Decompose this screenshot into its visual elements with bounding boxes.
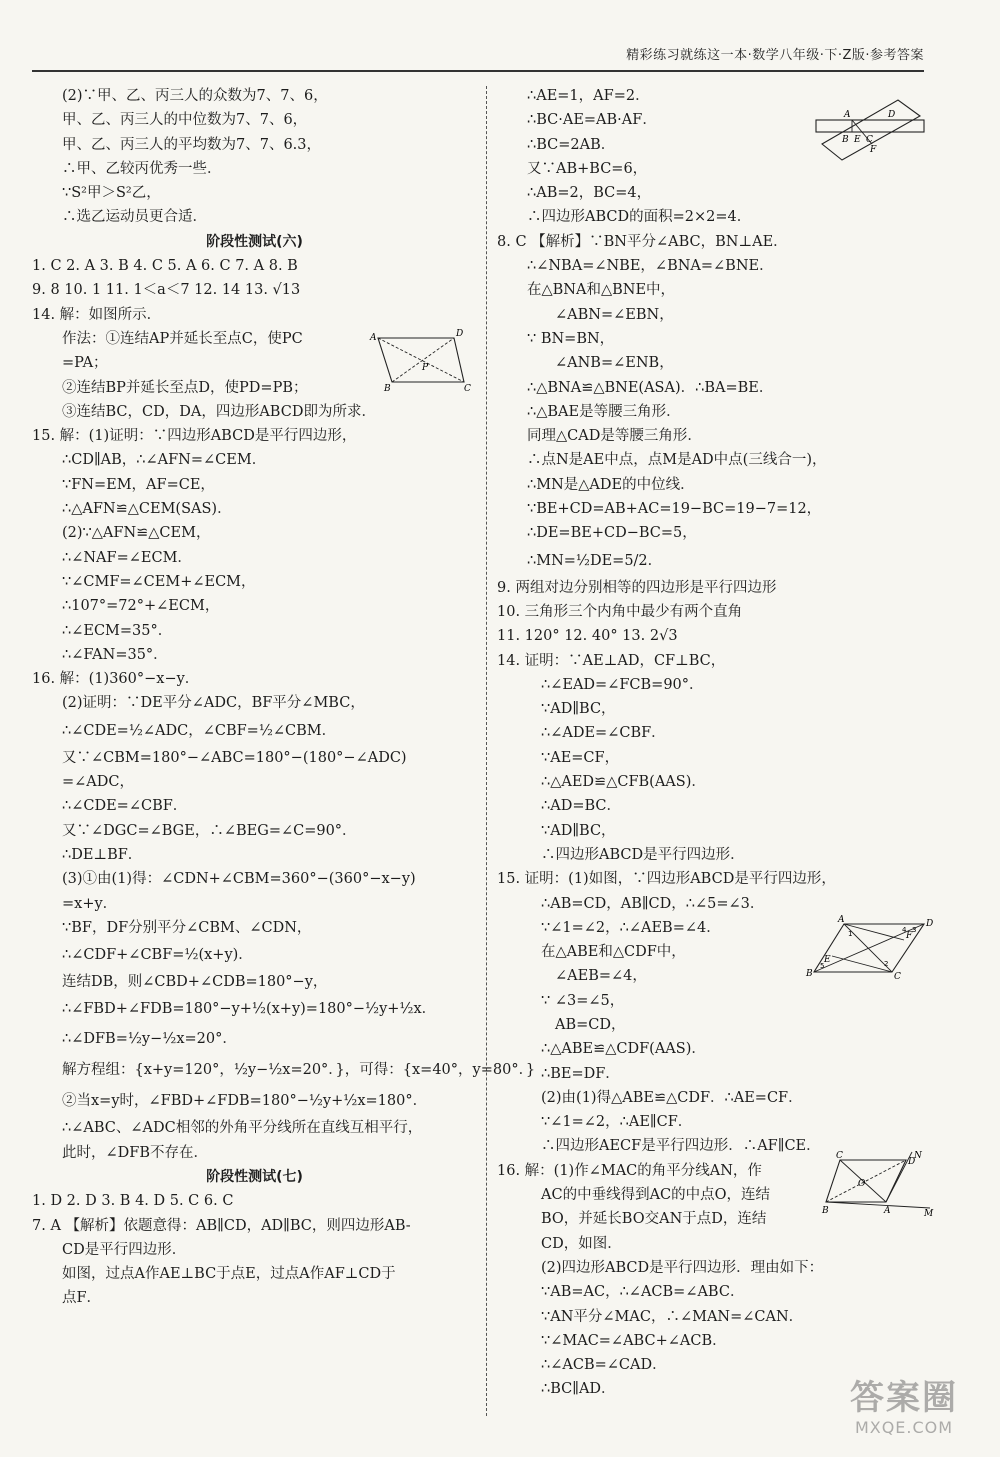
- text-line: ∴∠DFB=½y−½x=20°．: [62, 1031, 237, 1048]
- text-line: ∵AE=CF，: [541, 749, 620, 766]
- text-line: ∵∠CMF=∠CEM+∠ECM，: [62, 573, 256, 590]
- label-n: N: [914, 1151, 922, 1161]
- text-line: ∴∠EAD=∠FCB=90°．: [541, 676, 704, 693]
- text-line: ∵ BN=BN，: [527, 330, 615, 347]
- text-line: (3)①由(1)得：∠CDN+∠CBM=360°−(360°−x−y): [62, 871, 416, 888]
- left-column: [32, 84, 536, 1311]
- section-title: 阶段性测试(七): [206, 1168, 303, 1185]
- text-line: ∴107°=72°+∠ECM，: [62, 598, 220, 615]
- label-e: E: [824, 955, 831, 965]
- text-line: 16. 解：(1)作∠MAC的角平分线AN，作: [497, 1162, 762, 1179]
- figure-15-parallelogram: [806, 914, 934, 980]
- text-line: ∴四边形ABCD是平行四边形．: [541, 846, 745, 863]
- label-c: C: [464, 384, 471, 394]
- text-line: ∴DE⊥BF．: [62, 846, 143, 863]
- text-line: ∴∠FAN=35°．: [62, 646, 168, 663]
- text-line: ∴∠ECM=35°．: [62, 622, 173, 639]
- text-line: AB=CD，: [555, 1016, 626, 1033]
- label-c: C: [866, 135, 873, 145]
- text-line: BO，并延长BO交AN于点D，连结: [541, 1211, 767, 1228]
- text-line: ∴点N是AE中点，点M是AD中点(三线合一)，: [527, 452, 827, 469]
- answer-line: 10. 三角形三个内角中最少有两个直角: [497, 603, 743, 620]
- header-rule: [32, 70, 924, 72]
- text-line: ∵FN=EM，AF=CE，: [62, 476, 215, 493]
- label-c: C: [836, 1151, 843, 1161]
- label-m: M: [924, 1209, 934, 1219]
- text-line: ∵S²甲＞S²乙，: [62, 185, 161, 202]
- text-line: ∵∠MAC=∠ABC+∠ACB．: [541, 1332, 727, 1349]
- text-line: ∠ANB=∠ENB，: [555, 355, 674, 372]
- text-line: 同理△CAD是等腰三角形．: [527, 428, 702, 445]
- figure-14-parallelogram: [370, 330, 470, 392]
- text-line: ∴∠ADE=∠CBF．: [541, 725, 666, 742]
- text-line: ∴△ABE≌△CDF(AAS)．: [541, 1041, 706, 1058]
- label-a: A: [370, 333, 377, 343]
- page-header: 精彩练习就练这一本·数学八年级·下·Z版·参考答案: [626, 48, 924, 63]
- text-line: 甲、乙、丙三人的平均数为7、7、6.3，: [62, 136, 322, 153]
- text-line: ∴∠ABC、∠ADC相邻的外角平分线所在直线互相平行，: [62, 1120, 423, 1137]
- answer-line: 1. D 2. D 3. B 4. D 5. C 6. C: [32, 1193, 234, 1210]
- text-line: 14. 解：如图所示．: [32, 306, 162, 323]
- text-line: CD是平行四边形．: [62, 1241, 187, 1258]
- figure-7-overlapping-strips: [812, 98, 928, 164]
- text-line: 15. 证明：(1)如图，∵四边形ABCD是平行四边形，: [497, 871, 836, 888]
- text-line: (2)由(1)得△ABE≌△CDF．∴AE=CF．: [541, 1089, 803, 1106]
- text-line: ∴BC=2AB．: [527, 136, 616, 153]
- text-line: =∠ADC，: [62, 774, 134, 791]
- text-line: ∴AE=1，AF=2．: [527, 88, 650, 104]
- label-e: E: [854, 135, 861, 145]
- answer-line: 11. 120° 12. 40° 13. 2√3: [497, 628, 678, 645]
- text-line: ∴△BNA≌△BNE(ASA)．∴BA=BE．: [527, 379, 774, 396]
- text-line: ∴甲、乙较丙优秀一些．: [62, 160, 222, 177]
- text-line: ∵AN平分∠MAC，∴∠MAN=∠CAN．: [541, 1308, 804, 1325]
- label-b: B: [806, 969, 813, 979]
- text-line: ∠ABN=∠EBN，: [555, 306, 674, 323]
- text-line: ∴△AFN≌△CEM(SAS)．: [62, 501, 232, 518]
- watermark-url: MXQE.COM: [854, 1418, 954, 1437]
- label-f: F: [906, 931, 913, 941]
- text-line: AC的中垂线得到AC的中点O，连结: [541, 1187, 771, 1204]
- text-line: ∴选乙运动员更合适．: [62, 209, 207, 226]
- text-line: 15. 解：(1)证明：∵四边形ABCD是平行四边形，: [32, 428, 357, 445]
- label-p: P: [422, 363, 429, 373]
- label-b: B: [842, 135, 849, 145]
- text-line: 14. 证明：∵AE⊥AD，CF⊥BC，: [497, 652, 726, 669]
- section-title: 阶段性测试(六): [206, 233, 303, 250]
- answer-line: 9. 两组对边分别相等的四边形是平行四边形: [497, 579, 777, 596]
- label-b: B: [384, 384, 391, 394]
- text-line: ∴DE=BE+CD−BC=5，: [527, 525, 697, 542]
- text-line: ∵AD∥BC，: [541, 701, 616, 718]
- text-line: 又∵∠CBM=180°−∠ABC=180°−(180°−∠ADC): [62, 749, 407, 766]
- text-line: ∴CD∥AB，∴∠AFN=∠CEM．: [62, 452, 267, 469]
- answer-line: 1. C 2. A 3. B 4. C 5. A 6. C 7. A 8. B: [32, 258, 298, 275]
- watermark-logo: [820, 1378, 988, 1454]
- label-a: A: [884, 1206, 891, 1216]
- text-line: ∵∠1=∠2，∴AE∥CF．: [541, 1114, 693, 1131]
- column-divider: [486, 86, 487, 1416]
- angle-1: 1: [848, 930, 853, 938]
- watermark-text: 答案圈: [850, 1378, 958, 1418]
- label-f: F: [870, 145, 877, 155]
- text-line: ∴MN是△ADE的中位线．: [527, 476, 695, 493]
- text-line: ∴AD=BC．: [541, 798, 621, 815]
- text-line: ∴∠CDE=½∠ADC，∠CBF=½∠CBM．: [62, 722, 337, 739]
- text-line: ∴△BAE是等腰三角形．: [527, 403, 681, 420]
- label-c: C: [894, 972, 901, 982]
- text-line: =PA；: [62, 355, 108, 372]
- text-line: ∴∠NBA=∠NBE，∠BNA=∠BNE．: [527, 258, 774, 275]
- angle-5: 5: [820, 962, 825, 970]
- label-a: A: [844, 110, 851, 120]
- text-line: 在△ABE和△CDF中，: [541, 944, 686, 961]
- text-line: (2)四边形ABCD是平行四边形．理由如下：: [541, 1259, 824, 1276]
- text-line: (2)证明：∵DE平分∠ADC，BF平分∠MBC，: [62, 695, 365, 712]
- text-line: ∴BC·AE=AB·AF．: [527, 112, 657, 129]
- text-line: ∴∠NAF=∠ECM．: [62, 549, 192, 566]
- label-d: D: [908, 1157, 916, 1167]
- text-line: ∵∠1=∠2，∴∠AEB=∠4．: [541, 919, 721, 936]
- text-line: 又∵∠DGC=∠BGE，∴∠BEG=∠C=90°．: [62, 822, 357, 839]
- label-d: D: [456, 329, 464, 339]
- text-line: ③连结BC，CD，DA，四边形ABCD即为所求．: [62, 403, 376, 420]
- text-line: 7. A 【解析】依题意得：AB∥CD，AD∥BC，则四边形AB-: [32, 1217, 411, 1234]
- text-line: 甲、乙、丙三人的中位数为7、7、6，: [62, 112, 308, 129]
- text-line: ∵ ∠3=∠5，: [541, 992, 625, 1009]
- text-line: ∴∠FBD+∠FDB=180°−y+½(x+y)=180°−½y+½x．: [62, 1001, 437, 1018]
- label-b: B: [822, 1206, 829, 1216]
- text-line: ∵AD∥BC，: [541, 822, 616, 839]
- label-d: D: [888, 110, 896, 120]
- text-line: ②当x=y时，∠FBD+∠FDB=180°−½y+½x=180°．: [62, 1093, 428, 1110]
- text-line: =x+y．: [62, 895, 118, 912]
- text-line: ②连结BP并延长至点D，使PD=PB；: [62, 379, 308, 396]
- text-line: 16. 解：(1)360°−x−y．: [32, 671, 200, 688]
- angle-2: 2: [884, 960, 889, 968]
- label-o: O: [858, 1179, 866, 1189]
- text-line: 又∵AB+BC=6，: [527, 160, 648, 177]
- text-line: ∴∠CDE=∠CBF．: [62, 798, 188, 815]
- text-line: ∴AB=2，BC=4，: [527, 185, 652, 202]
- angle-4: 4: [902, 926, 907, 934]
- text-line: ∵BE+CD=AB+AC=19−BC=19−7=12，: [527, 501, 822, 518]
- text-line: CD，如图．: [541, 1235, 622, 1252]
- text-line: ∴∠ACB=∠CAD．: [541, 1357, 667, 1374]
- text-line: ∴BE=DF．: [541, 1065, 620, 1082]
- text-line: 作法：①连结AP并延长至点C，使PC: [62, 330, 303, 347]
- text-line: ∴∠CDF+∠CBF=½(x+y)．: [62, 947, 253, 964]
- text-line: 8. C 【解析】∵BN平分∠ABC，BN⊥AE．: [497, 233, 788, 250]
- text-line: 解方程组：{x+y=120°，½y−½x=20°．}，可得：{x=40°，y=80°．}: [62, 1062, 536, 1079]
- text-line: ∴四边形AECF是平行四边形．∴AF∥CE．: [541, 1138, 821, 1155]
- text-line: 此时，∠DFB不存在．: [62, 1144, 208, 1161]
- text-line: 连结DB，则∠CBD+∠CDB=180°−y，: [62, 974, 328, 991]
- text-line: 点F．: [62, 1290, 102, 1307]
- answer-line: 9. 8 10. 1 11. 1＜a＜7 12. 14 13. √13: [32, 282, 301, 299]
- label-d: D: [926, 919, 934, 929]
- text-line: (2)∵△AFN≌△CEM，: [62, 525, 211, 542]
- text-line: ∴△AED≌△CFB(AAS)．: [541, 774, 706, 791]
- text-line: ∴四边形ABCD的面积=2×2=4．: [527, 209, 752, 226]
- angle-3: 3: [912, 926, 917, 934]
- text-line: ∠AEB=∠4，: [555, 968, 647, 985]
- figure-16-construction: [822, 1150, 934, 1219]
- text-line: 如图，过点A作AE⊥BC于点E，过点A作AF⊥CD于: [62, 1266, 396, 1283]
- text-line: ∵AB=AC，∴∠ACB=∠ABC．: [541, 1284, 745, 1301]
- text-line: 在△BNA和△BNE中，: [527, 282, 676, 299]
- text-line: ∴BC∥AD．: [541, 1381, 616, 1398]
- text-line: ∵BF，DF分别平分∠CBM、∠CDN，: [62, 919, 312, 936]
- label-a: A: [838, 915, 845, 925]
- text-line: ∴MN=½DE=5/2．: [527, 552, 663, 569]
- text-line: (2)∵甲、乙、丙三人的众数为7、7、6，: [62, 88, 328, 104]
- text-line: ∴AB=CD，AB∥CD，∴∠5=∠3．: [541, 895, 765, 912]
